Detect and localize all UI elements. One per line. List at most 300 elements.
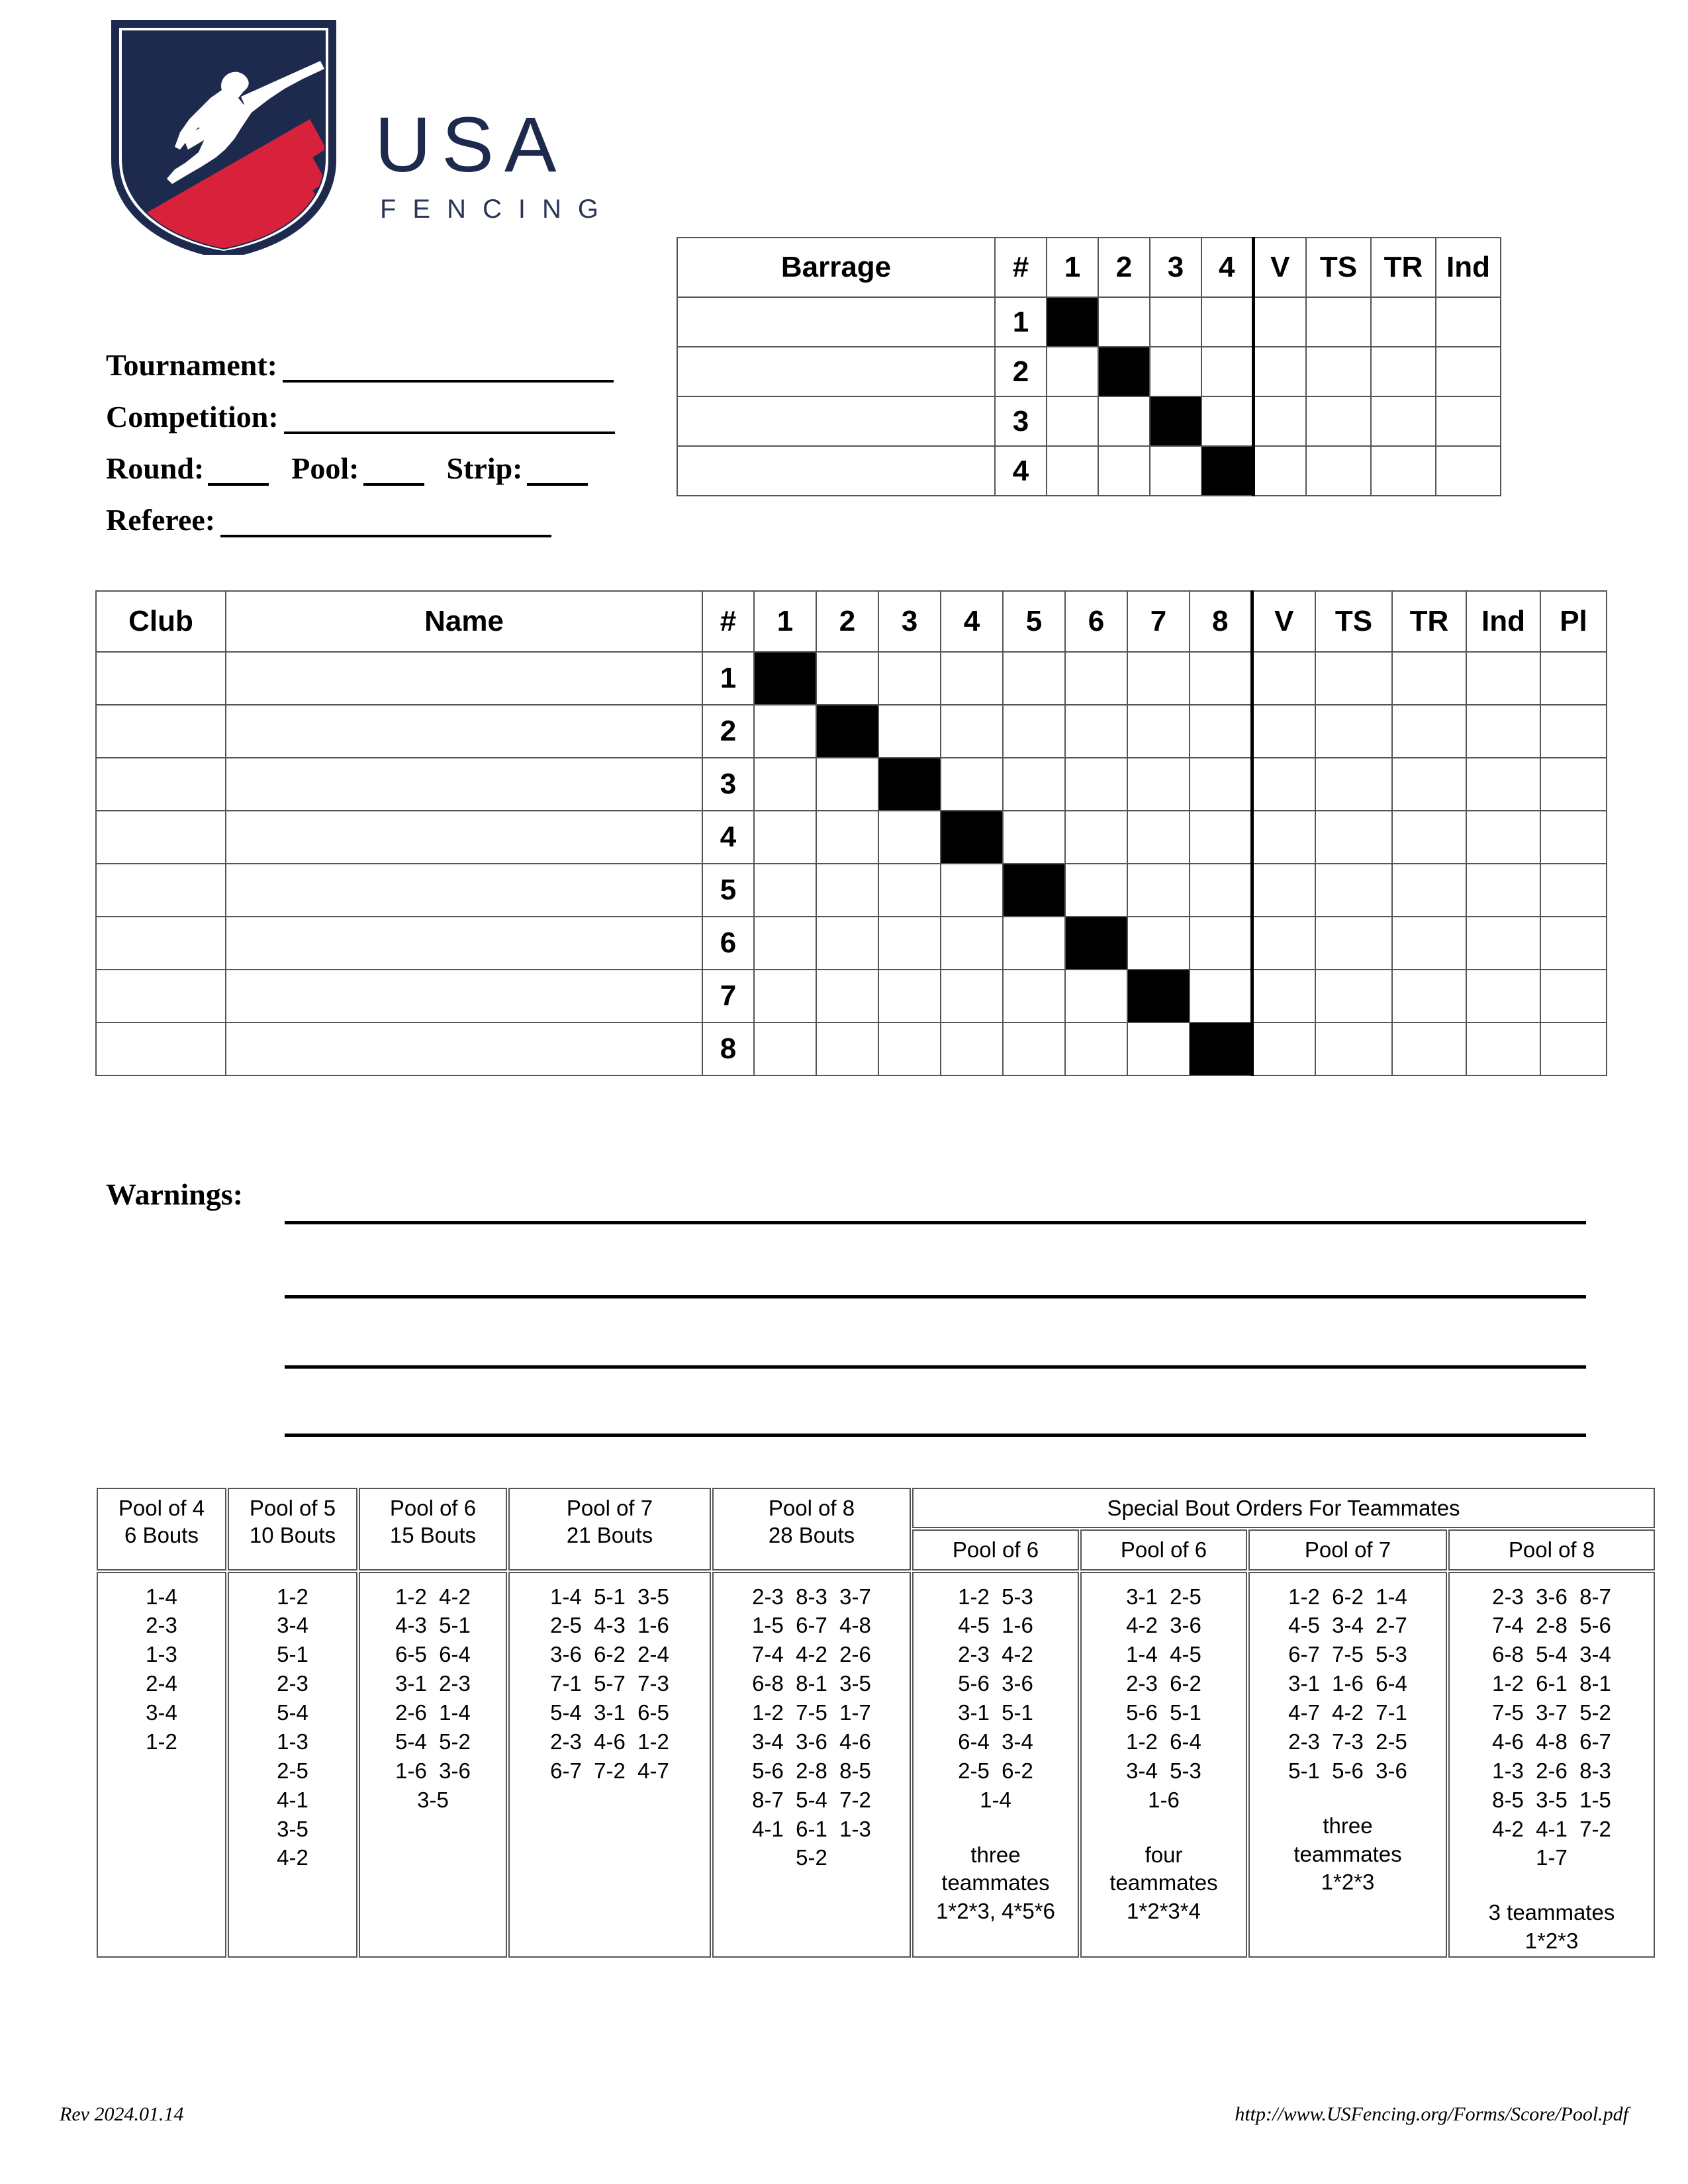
bout-line: 6-8 8-1 3-5 (752, 1671, 871, 1696)
pool-score-cell[interactable] (754, 811, 816, 864)
pool-name-cell[interactable] (226, 652, 702, 705)
logo-usa-text: USA (375, 101, 567, 189)
pool-diagonal-cell (878, 758, 941, 811)
pool-col-header-5: 5 (1003, 591, 1065, 652)
barrage-score-cell[interactable] (1306, 446, 1371, 496)
teammates-note-line: 3 teammates (1488, 1900, 1615, 1925)
pool-club-cell[interactable] (96, 652, 226, 705)
barrage-row-number: 2 (995, 347, 1047, 396)
pool-score-cell[interactable] (754, 1023, 816, 1075)
pool-score-cell[interactable] (1466, 864, 1540, 917)
pool-row-number: 7 (702, 970, 754, 1023)
round-pool-strip-row (106, 451, 662, 486)
barrage-row (677, 347, 1501, 396)
barrage-score-cell[interactable] (1371, 297, 1436, 347)
bout-pool-header-6: Pool of 6 15 Bouts (359, 1488, 507, 1570)
barrage-row-number: 1 (995, 297, 1047, 347)
pool-score-cell[interactable] (1315, 970, 1392, 1023)
pool-club-cell[interactable] (96, 758, 226, 811)
pool-score-cell[interactable] (1315, 1023, 1392, 1075)
pool-score-cell[interactable] (1252, 1023, 1315, 1075)
pool-row-number: 3 (702, 758, 754, 811)
bout-line: 1-3 (146, 1642, 177, 1667)
pool-diagonal-cell (754, 652, 816, 705)
pool-score-cell[interactable] (1252, 970, 1315, 1023)
barrage-score-cell[interactable] (1047, 347, 1098, 396)
bout-list-pool-4 (97, 1572, 226, 1958)
referee-field-row (106, 502, 662, 537)
bout-line: 6-4 3-4 (958, 1729, 1033, 1754)
pool-score-cell[interactable] (1540, 917, 1607, 970)
pool-score-cell[interactable] (1540, 652, 1607, 705)
source-url-text: http://www.USFencing.org/Forms/Score/Pool.pdf (1235, 2103, 1628, 2125)
barrage-col-header-2: 2 (1098, 238, 1150, 297)
pool-col-header-1: 1 (754, 591, 816, 652)
pool-score-cell[interactable] (1315, 917, 1392, 970)
barrage-score-cell[interactable] (1371, 396, 1436, 446)
pool-score-cell[interactable] (1127, 811, 1190, 864)
bout-line: 3-5 (417, 1787, 449, 1812)
pool-score-cell[interactable] (816, 917, 878, 970)
bout-line: 1-4 5-1 3-5 (550, 1584, 669, 1609)
teammates-note-line: 1*2*3*4 (1127, 1899, 1201, 1924)
teammates-note-line: teammates (941, 1870, 1050, 1895)
pool-score-cell[interactable] (1065, 758, 1127, 811)
bout-line: 3-6 6-2 2-4 (550, 1642, 669, 1667)
pool-score-cell[interactable] (1315, 652, 1392, 705)
barrage-score-cell[interactable] (1098, 396, 1150, 446)
barrage-row (677, 297, 1501, 347)
bout-line: 3-4 (277, 1613, 308, 1638)
pool-score-cell[interactable] (1003, 811, 1065, 864)
barrage-col-header-3: 3 (1150, 238, 1201, 297)
tournament-input[interactable] (283, 349, 614, 383)
barrage-score-cell[interactable] (1047, 396, 1098, 446)
pool-score-cell[interactable] (941, 652, 1003, 705)
pool-score-cell[interactable] (1392, 652, 1466, 705)
bout-line: 4-5 3-4 2-7 (1288, 1613, 1407, 1638)
pool-score-cell[interactable] (1252, 917, 1315, 970)
pool-score-cell[interactable] (754, 758, 816, 811)
bout-line: 3-1 5-1 (958, 1700, 1033, 1725)
bout-line: 2-3 4-6 1-2 (550, 1729, 669, 1754)
pool-score-cell[interactable] (1065, 970, 1127, 1023)
pool-score-cell[interactable] (878, 705, 941, 758)
barrage-diagonal-cell (1098, 347, 1150, 396)
pool-score-cell[interactable] (816, 1023, 878, 1075)
bout-line: 1-3 2-6 8-3 (1492, 1758, 1611, 1783)
bout-line: 7-4 2-8 5-6 (1492, 1613, 1611, 1638)
pool-label: Pool: (291, 451, 359, 485)
bout-pool-header-5: Pool of 5 10 Bouts (228, 1488, 357, 1570)
pool-club-cell[interactable] (96, 705, 226, 758)
pool-club-cell[interactable] (96, 917, 226, 970)
bout-line: 4-6 4-8 6-7 (1492, 1729, 1611, 1754)
barrage-fencer-name-cell[interactable] (677, 297, 995, 347)
teammates-note-line: teammates (1293, 1841, 1402, 1866)
pool-score-cell[interactable] (1190, 705, 1252, 758)
barrage-row (677, 446, 1501, 496)
pool-score-cell[interactable] (1392, 811, 1466, 864)
pool-score-cell[interactable] (816, 652, 878, 705)
bout-pool-header-8: Pool of 8 28 Bouts (712, 1488, 911, 1570)
warnings-line-4[interactable] (285, 1433, 1586, 1437)
bout-line: 1-7 (1536, 1845, 1568, 1870)
pool-name-cell[interactable] (226, 864, 702, 917)
bout-line: 3-1 2-5 (1126, 1584, 1201, 1609)
barrage-score-cell[interactable] (1201, 396, 1253, 446)
event-info-form (106, 347, 662, 554)
pool-table-row (96, 652, 1607, 705)
pool-score-cell[interactable] (816, 758, 878, 811)
pool-score-cell[interactable] (1003, 1023, 1065, 1075)
pool-score-cell[interactable] (1466, 970, 1540, 1023)
pool-score-cell[interactable] (1003, 705, 1065, 758)
pool-score-cell[interactable] (1190, 758, 1252, 811)
bout-line: 4-2 (277, 1845, 308, 1870)
round-input[interactable] (208, 453, 269, 486)
barrage-row-number: 4 (995, 446, 1047, 496)
barrage-score-cell[interactable] (1253, 446, 1306, 496)
pool-score-cell[interactable] (1252, 652, 1315, 705)
barrage-score-cell[interactable] (1253, 347, 1306, 396)
bout-line: 8-7 5-4 7-2 (752, 1787, 871, 1812)
barrage-score-cell[interactable] (1436, 446, 1501, 496)
pool-score-cell[interactable] (1127, 652, 1190, 705)
pool-header-row (96, 591, 1607, 652)
pool-score-cell[interactable] (1190, 917, 1252, 970)
pool-score-cell[interactable] (1466, 652, 1540, 705)
pool-name-cell[interactable] (226, 917, 702, 970)
bout-line: 2-3 3-6 8-7 (1492, 1584, 1611, 1609)
pool-score-cell[interactable] (1065, 811, 1127, 864)
pool-score-cell[interactable] (1190, 864, 1252, 917)
bout-line: 3-1 1-6 6-4 (1288, 1671, 1407, 1696)
bout-line: 5-2 (796, 1845, 827, 1870)
barrage-score-cell[interactable] (1098, 297, 1150, 347)
barrage-title-cell: Barrage (677, 238, 995, 297)
barrage-col-header-ts: TS (1306, 238, 1371, 297)
teammates-note (914, 1841, 1077, 1927)
bout-line: 2-5 6-2 (958, 1758, 1033, 1783)
pool-score-cell[interactable] (941, 970, 1003, 1023)
barrage-score-cell[interactable] (1201, 297, 1253, 347)
warnings-line-1[interactable] (285, 1221, 1586, 1224)
pool-score-cell[interactable] (878, 970, 941, 1023)
barrage-score-cell[interactable] (1306, 396, 1371, 446)
teammates-note-line: 1*2*3, 4*5*6 (936, 1899, 1055, 1924)
pool-score-cell[interactable] (1252, 864, 1315, 917)
bout-line: 1-5 6-7 4-8 (752, 1613, 871, 1638)
pool-score-cell[interactable] (1003, 917, 1065, 970)
pool-score-cell[interactable] (1392, 1023, 1466, 1075)
bout-line: 1-2 (146, 1729, 177, 1754)
pool-table-row (96, 705, 1607, 758)
bout-line: 5-1 5-6 3-6 (1288, 1758, 1407, 1783)
barrage-header-row (677, 238, 1501, 297)
pool-score-cell[interactable] (1392, 864, 1466, 917)
pool-table-row (96, 1023, 1607, 1075)
barrage-score-cell[interactable] (1436, 297, 1501, 347)
referee-input[interactable] (220, 504, 551, 537)
bout-line: 1-6 (1148, 1787, 1180, 1812)
barrage-score-cell[interactable] (1306, 297, 1371, 347)
bout-line: 5-4 5-2 (395, 1729, 471, 1754)
barrage-score-cell[interactable] (1436, 347, 1501, 396)
pool-score-cell[interactable] (1003, 758, 1065, 811)
pool-score-cell[interactable] (878, 652, 941, 705)
bout-line: 3-1 2-3 (395, 1671, 471, 1696)
pool-table-container (95, 590, 1607, 1076)
teammates-bout-list-3 (1248, 1572, 1447, 1958)
teammates-pool-header-2: Pool of 6 (1080, 1529, 1247, 1570)
bout-line: 2-5 (277, 1758, 308, 1783)
teammates-section-header: Special Bout Orders For Teammates (912, 1488, 1655, 1528)
bout-line: 1-2 6-1 8-1 (1492, 1671, 1611, 1696)
pool-score-cell[interactable] (754, 864, 816, 917)
pool-score-cell[interactable] (878, 864, 941, 917)
teammates-note-line: four (1145, 1842, 1183, 1867)
pool-score-cell[interactable] (1252, 811, 1315, 864)
bout-list-pool-5 (228, 1572, 357, 1958)
pool-col-header-2: 2 (816, 591, 878, 652)
pool-diagonal-cell (941, 811, 1003, 864)
pool-name-cell[interactable] (226, 705, 702, 758)
pool-score-cell[interactable] (1315, 864, 1392, 917)
pool-score-cell[interactable] (1003, 652, 1065, 705)
bout-line: 5-1 (277, 1642, 308, 1667)
pool-score-cell[interactable] (1003, 970, 1065, 1023)
pool-score-cell[interactable] (1127, 1023, 1190, 1075)
bout-line: 1-4 (146, 1584, 177, 1609)
competition-input[interactable] (284, 401, 615, 434)
barrage-fencer-name-cell[interactable] (677, 347, 995, 396)
pool-score-cell[interactable] (1252, 705, 1315, 758)
pool-col-header-6: 6 (1065, 591, 1127, 652)
warnings-line-3[interactable] (285, 1365, 1586, 1369)
teammates-note-line: 1*2*3 (1524, 1929, 1579, 1954)
barrage-fencer-name-cell[interactable] (677, 446, 995, 496)
barrage-row (677, 396, 1501, 446)
pool-club-cell[interactable] (96, 970, 226, 1023)
referee-label: Referee: (106, 503, 216, 537)
barrage-score-cell[interactable] (1150, 297, 1201, 347)
bout-line: 4-3 5-1 (395, 1613, 471, 1638)
barrage-col-header-ind: Ind (1436, 238, 1501, 297)
bout-line: 4-5 1-6 (958, 1613, 1033, 1638)
warnings-label: Warnings: (106, 1177, 244, 1211)
pool-score-cell[interactable] (1466, 705, 1540, 758)
pool-diagonal-cell (1065, 917, 1127, 970)
pool-club-cell[interactable] (96, 1023, 226, 1075)
competition-label: Competition: (106, 400, 279, 433)
pool-row-number: 2 (702, 705, 754, 758)
pool-score-cell[interactable] (1065, 652, 1127, 705)
pool-score-cell[interactable] (1466, 1023, 1540, 1075)
pool-col-header-3: 3 (878, 591, 941, 652)
pool-club-cell[interactable] (96, 811, 226, 864)
pool-name-cell[interactable] (226, 811, 702, 864)
barrage-score-cell[interactable] (1150, 446, 1201, 496)
barrage-score-cell[interactable] (1436, 396, 1501, 446)
strip-label: Strip: (446, 451, 523, 485)
pool-score-cell[interactable] (754, 970, 816, 1023)
pool-score-cell[interactable] (1466, 917, 1540, 970)
pool-score-cell[interactable] (1127, 758, 1190, 811)
pool-score-cell[interactable] (1065, 1023, 1127, 1075)
teammates-note (1450, 1899, 1653, 1956)
barrage-diagonal-cell (1047, 297, 1098, 347)
pool-score-cell[interactable] (1392, 917, 1466, 970)
barrage-score-cell[interactable] (1253, 297, 1306, 347)
pool-score-cell[interactable] (1315, 705, 1392, 758)
pool-score-cell[interactable] (1392, 705, 1466, 758)
bout-list-pool-6 (359, 1572, 507, 1958)
bout-line: 4-1 6-1 1-3 (752, 1816, 871, 1841)
bout-line: 1-2 (277, 1584, 308, 1609)
pool-score-cell[interactable] (1466, 758, 1540, 811)
pool-score-cell[interactable] (1065, 705, 1127, 758)
barrage-diagonal-cell (1150, 396, 1201, 446)
pool-table-row (96, 758, 1607, 811)
pool-score-cell[interactable] (1252, 758, 1315, 811)
teammates-note (1250, 1812, 1445, 1897)
pool-score-cell[interactable] (1065, 864, 1127, 917)
pool-score-cell[interactable] (941, 705, 1003, 758)
pool-score-cell[interactable] (1392, 758, 1466, 811)
barrage-score-cell[interactable] (1150, 347, 1201, 396)
barrage-score-cell[interactable] (1047, 446, 1098, 496)
barrage-score-cell[interactable] (1253, 396, 1306, 446)
pool-score-cell[interactable] (1190, 970, 1252, 1023)
barrage-row-number: 3 (995, 396, 1047, 446)
usa-fencing-logo (111, 20, 654, 258)
barrage-col-header-v: V (1253, 238, 1306, 297)
bout-orders-header-row-1 (97, 1488, 1655, 1528)
pool-score-cell[interactable] (1392, 970, 1466, 1023)
pool-col-header-ind: Ind (1466, 591, 1540, 652)
barrage-table-container (677, 237, 1501, 496)
bout-line: 6-7 7-2 4-7 (550, 1758, 669, 1783)
barrage-col-header-tr: TR (1371, 238, 1436, 297)
revision-text: Rev 2024.01.14 (60, 2103, 184, 2125)
bout-pool-header-4: Pool of 4 6 Bouts (97, 1488, 226, 1570)
pool-score-cell[interactable] (941, 758, 1003, 811)
bout-line: 7-1 5-7 7-3 (550, 1671, 669, 1696)
pool-score-cell[interactable] (1315, 758, 1392, 811)
pool-score-cell[interactable] (1540, 970, 1607, 1023)
pool-row-number: 1 (702, 652, 754, 705)
barrage-fencer-name-cell[interactable] (677, 396, 995, 446)
bout-line: 2-3 (277, 1671, 308, 1696)
barrage-score-cell[interactable] (1098, 446, 1150, 496)
teammates-note-line: teammates (1109, 1870, 1218, 1895)
pool-score-cell[interactable] (1190, 811, 1252, 864)
pool-score-cell[interactable] (1315, 811, 1392, 864)
bout-line: 2-3 7-3 2-5 (1288, 1729, 1407, 1754)
pool-col-header-8: 8 (1190, 591, 1252, 652)
pool-score-cell[interactable] (1127, 864, 1190, 917)
bout-line: 7-4 4-2 2-6 (752, 1642, 871, 1667)
bout-line: 2-3 4-2 (958, 1642, 1033, 1667)
barrage-score-cell[interactable] (1201, 347, 1253, 396)
pool-name-cell[interactable] (226, 970, 702, 1023)
pool-score-cell[interactable] (878, 917, 941, 970)
bout-line: 6-8 5-4 3-4 (1492, 1642, 1611, 1667)
pool-score-cell[interactable] (816, 811, 878, 864)
competition-field-row (106, 399, 662, 434)
bout-line: 1-2 6-2 1-4 (1288, 1584, 1407, 1609)
teammates-bout-list-1 (912, 1572, 1079, 1958)
pool-score-cell[interactable] (1540, 1023, 1607, 1075)
teammates-bout-list-4 (1448, 1572, 1655, 1958)
pool-score-cell[interactable] (941, 1023, 1003, 1075)
pool-diagonal-cell (1127, 970, 1190, 1023)
barrage-score-cell[interactable] (1306, 347, 1371, 396)
pool-score-cell[interactable] (878, 811, 941, 864)
fencing-shield-icon (111, 20, 336, 255)
barrage-diagonal-cell (1201, 446, 1253, 496)
pool-diagonal-cell (1003, 864, 1065, 917)
pool-score-cell[interactable] (1540, 811, 1607, 864)
bout-line: 3-5 (277, 1816, 308, 1841)
pool-score-cell[interactable] (1540, 705, 1607, 758)
teammates-pool-header-3: Pool of 7 (1248, 1529, 1447, 1570)
bout-line: 2-5 4-3 1-6 (550, 1613, 669, 1638)
pool-name-cell[interactable] (226, 1023, 702, 1075)
pool-score-cell[interactable] (1190, 652, 1252, 705)
pool-score-cell[interactable] (1540, 864, 1607, 917)
pool-name-cell[interactable] (226, 758, 702, 811)
bout-line: 4-2 4-1 7-2 (1492, 1816, 1611, 1841)
bout-line: 4-2 3-6 (1126, 1613, 1201, 1638)
pool-col-header-7: 7 (1127, 591, 1190, 652)
pool-club-cell[interactable] (96, 864, 226, 917)
pool-score-cell[interactable] (754, 705, 816, 758)
teammates-pool-header-4: Pool of 8 (1448, 1529, 1655, 1570)
pool-score-cell[interactable] (941, 917, 1003, 970)
teammates-pool-header-1: Pool of 6 (912, 1529, 1079, 1570)
pool-score-cell[interactable] (1127, 917, 1190, 970)
bout-line: 1-2 7-5 1-7 (752, 1700, 871, 1725)
pool-table-row (96, 811, 1607, 864)
barrage-table (677, 237, 1501, 496)
pool-score-cell[interactable] (878, 1023, 941, 1075)
bout-list-pool-8 (712, 1572, 911, 1958)
pool-col-header-ts: TS (1315, 591, 1392, 652)
pool-score-cell[interactable] (941, 864, 1003, 917)
pool-score-cell[interactable] (816, 970, 878, 1023)
barrage-score-cell[interactable] (1371, 446, 1436, 496)
pool-table-row (96, 864, 1607, 917)
warnings-line-2[interactable] (285, 1295, 1586, 1298)
pool-score-cell[interactable] (754, 917, 816, 970)
pool-row-number: 6 (702, 917, 754, 970)
bout-line: 2-3 6-2 (1126, 1671, 1201, 1696)
pool-score-cell[interactable] (816, 864, 878, 917)
strip-input[interactable] (527, 453, 588, 486)
pool-score-cell[interactable] (1540, 758, 1607, 811)
teammates-note-line: three (970, 1842, 1021, 1867)
pool-col-header-club: Club (96, 591, 226, 652)
pool-score-cell[interactable] (1127, 705, 1190, 758)
bout-line: 2-4 (146, 1671, 177, 1696)
barrage-score-cell[interactable] (1371, 347, 1436, 396)
pool-input[interactable] (363, 453, 424, 486)
pool-score-cell[interactable] (1466, 811, 1540, 864)
bout-line: 1-4 (980, 1787, 1011, 1812)
bout-line: 1-4 4-5 (1126, 1642, 1201, 1667)
